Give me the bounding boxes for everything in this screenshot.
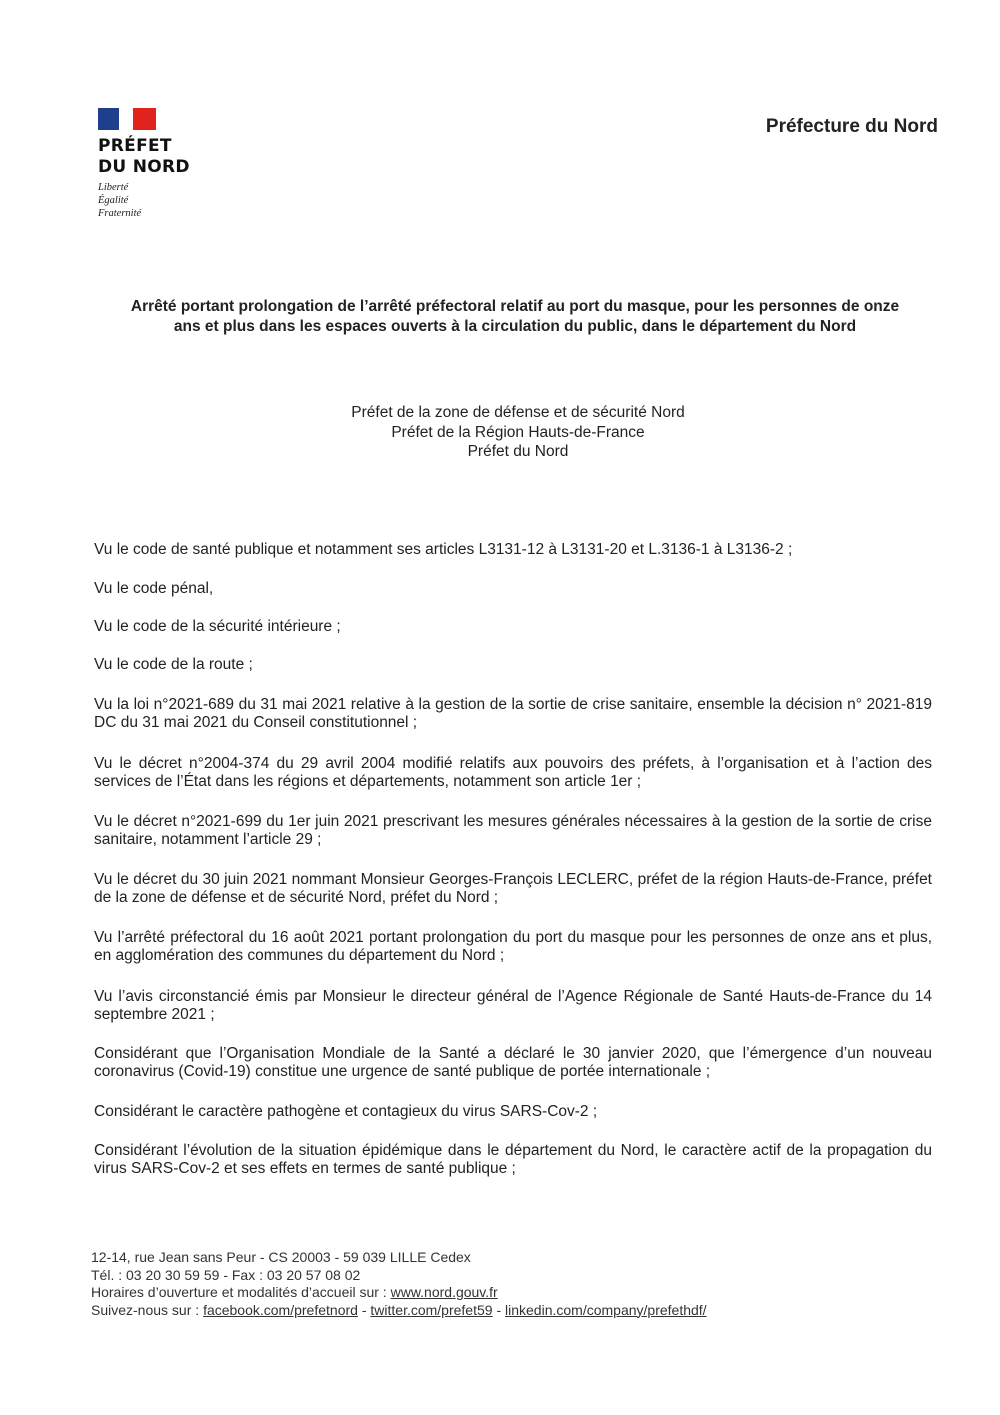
authority-block [268, 403, 768, 462]
linkedin-link[interactable]: linkedin.com/company/prefethdf/ [505, 1301, 707, 1318]
footer-address: 12-14, rue Jean sans Peur - CS 20003 - 59 039 LILLE Cedex [91, 1249, 471, 1265]
considerant-evolution: Considérant l’évolution de la situation épidémique dans le département du Nord, le caractère actif de la propagation du virus SARS-Cov-2 et ses effets en termes de santé publique ; [94, 1142, 932, 1177]
visa-decret-nomination: Vu le décret du 30 juin 2021 nommant Monsieur Georges-François LECLERC, préfet de la région Hauts-de-France, préfet de la zone de défense et de sécurité Nord, préfet du Nord ; [94, 871, 932, 906]
title-line-2: ans et plus dans les espaces ouverts à la circulation du public, dans le département du Nord [173, 318, 857, 335]
republic-motto [98, 181, 190, 220]
prefet-logo [98, 108, 190, 220]
visa-loi-2021-689: Vu la loi n°2021-689 du 31 mai 2021 relative à la gestion de la sortie de crise sanitaire, ensemble la décision n° 2021-819 DC du 31 mai 2021 du Conseil constitutionnel ; [94, 696, 932, 731]
footer-follow-label: Suivez-nous sur : [91, 1301, 200, 1318]
visa-code-sante: Vu le code de santé publique et notamment ses articles L3131-12 à L3131-20 et L.3136-1 à L3136-2 ; [94, 541, 793, 558]
visa-avis-ars: Vu l’avis circonstancié émis par Monsieur le directeur général de l’Agence Régionale de Santé Hauts-de-France du 14 septembre 2021 ; [94, 988, 932, 1023]
authority-line-1: Préfet de la zone de défense et de sécurité Nord [351, 404, 685, 421]
considerant-pathogene: Considérant le caractère pathogène et contagieux du virus SARS-Cov-2 ; [94, 1103, 598, 1120]
marianne-flag-icon [98, 108, 156, 130]
motto-liberte: Liberté [98, 182, 129, 193]
twitter-link[interactable]: twitter.com/prefet59 [370, 1301, 493, 1318]
facebook-link[interactable]: facebook.com/prefetnord [203, 1301, 358, 1318]
footer-hours [91, 1284, 707, 1302]
visa-decret-2021-699: Vu le décret n°2021-699 du 1er juin 2021 prescrivant les mesures générales nécessaires à la gestion de la sortie de crise sanitaire, notamment l’article 29 ; [94, 813, 932, 848]
visa-arrete-16-aout: Vu l’arrêté préfectoral du 16 août 2021 portant prolongation du port du masque pour les personnes de onze ans et plus, en agglomération des communes du département du Nord ; [94, 929, 932, 964]
website-link[interactable]: www.nord.gouv.fr [390, 1284, 498, 1300]
footer [91, 1249, 707, 1319]
authority-line-2: Préfet de la Région Hauts-de-France [391, 423, 645, 441]
title-line-1: Arrêté portant prolongation de l’arrêté préfectoral relatif au port du masque, pour les personnes de onze [130, 298, 900, 315]
footer-phone: Tél. : 03 20 30 59 59 - Fax : 03 20 57 08 02 [91, 1266, 361, 1283]
visa-code-penal: Vu le code pénal, [94, 580, 214, 597]
motto-fraternite: Fraternité [98, 208, 142, 219]
logo-line-2: DU NORD [98, 157, 190, 177]
visa-code-securite: Vu le code de la sécurité intérieure ; [94, 618, 341, 635]
prefecture-heading: Préfecture du Nord [765, 116, 938, 137]
document-title [95, 297, 935, 337]
considerant-oms: Considérant que l’Organisation Mondiale de la Santé a déclaré le 30 janvier 2020, que l’émergence d’un nouveau coronavirus (Covid-19) constitue une urgence de santé publique de portée internationale ; [94, 1045, 932, 1080]
logo-title [98, 136, 190, 178]
footer-follow: Suivez-nous sur : facebook.com/prefetnord - twitter.com/prefet59 - linkedin.com/company/prefethdf/ [91, 1301, 707, 1318]
logo-line-1: PRÉFET [98, 136, 172, 156]
visa-code-route: Vu le code de la route ; [94, 656, 253, 673]
footer-hours-label: Horaires d’ouverture et modalités d’accueil sur : [91, 1284, 387, 1300]
authority-line-3: Préfet du Nord [467, 443, 569, 460]
motto-egalite: Égalité [98, 195, 129, 206]
visa-decret-2004-374: Vu le décret n°2004-374 du 29 avril 2004 modifié relatifs aux pouvoirs des préfets, à l’organisation et à l’action des services de l’État dans les régions et départements, notamment son article 1er ; [94, 755, 932, 790]
